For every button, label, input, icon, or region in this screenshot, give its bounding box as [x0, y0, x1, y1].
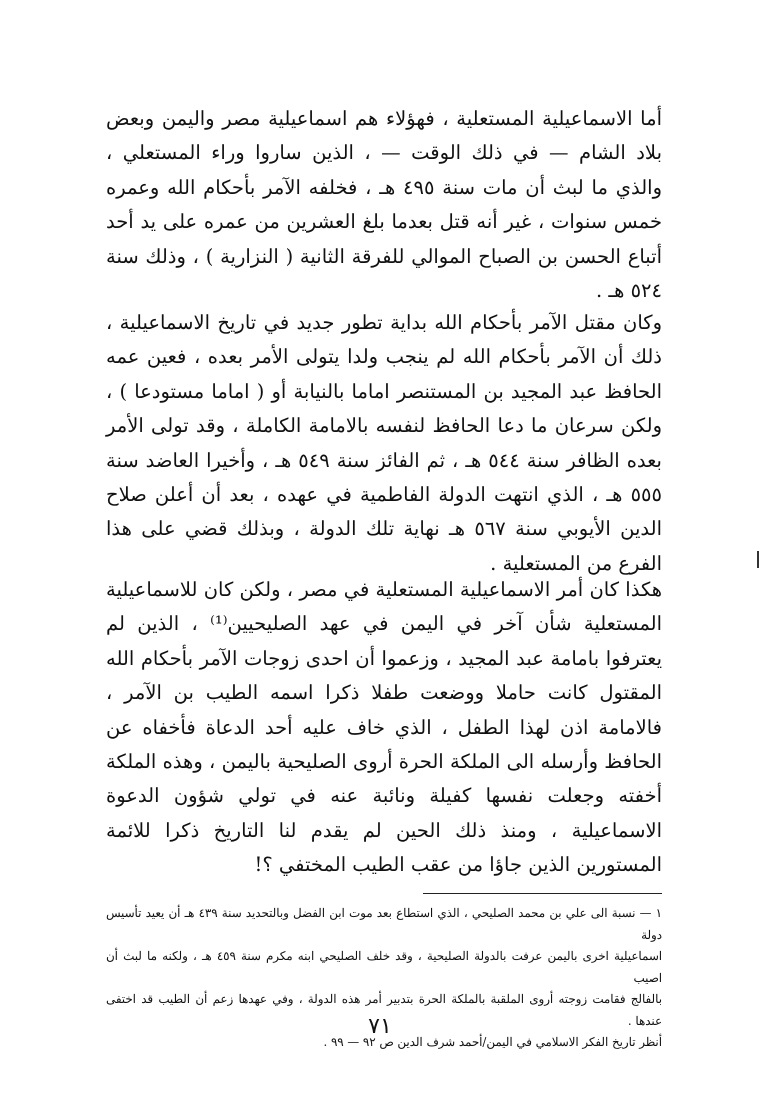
- paragraph-1: أما الاسماعيلية المستعلية ، فهؤلاء هم اسماعيلية مصر واليمن وبعض بلاد الشام — في ذلك الوقت — ، الذين ساروا وراء المستعلي ، والذي ما لبث أن مات سنة ٤٩٥ هـ ، فخلفه الآمر بأحكام الله وعمره خمس سنوات ، غير أنه قتل بعدما بلغ العشرين من عمره على يد أحد أتباع الحسن بن الصباح الموالي للفرقة الثانية ( النزارية ) ، وذلك سنة ٥٢٤ هـ .: [106, 107, 662, 303]
- footnote-line-4: أنظر تاريخ الفكر الاسلامي في اليمن/أحمد شرف الدين ص ٩٢ — ٩٩ .: [323, 1035, 662, 1049]
- footnote-separator: [423, 893, 662, 894]
- paragraph-2: وكان مقتل الآمر بأحكام الله بداية تطور جديد في تاريخ الاسماعيلية ، ذلك أن الآمر بأحكام الله لم ينجب ولدا يتولى الأمر بعده ، فعين عمه الحافظ عبد المجيد بن المستنصر اماما بالنيابة أو ( اماما مستودعا ) ، ولكن سرعان ما دعا الحافظ لنفسه بالامامة الكاملة ، وقد تولى الأمر بعده الظافر سنة ٥٤٤ هـ ، ثم الفائز سنة ٥٤٩ هـ ، وأخيرا العاضد سنة ٥٥٥ هـ ، الذي انتهت الدولة الفاطمية في عهده ، بعد أن أعلن صلاح الدين الأيوبي سنة ٥٦٧ هـ نهاية تلك الدولة ، وبذلك قضي على هذا الفرع من المستعلية .: [106, 311, 663, 575]
- paragraph-3: هكذا كان أمر الاسماعيلية المستعلية في مصر ، ولكن كان للاسماعيلية المستعلية شأن آخر في اليمن في عهد الصليحيين⁽¹⁾ ، الذين لم يعترفوا بامامة عبد المجيد ، وزعموا أن احدى زوجات الآمر بأحكام الله المقتول كانت حاملا ووضعت طفلا ذكرا اسمه الطيب بن الآمر ، فالامامة اذن لهذا الطفل ، الذي خاف عليه أحد الدعاة فأخفاه عن الحافظ وأرسله الى الملكة الحرة أروى الصليحية باليمن ، وهذه الملكة أخفته وجعلت نفسها كفيلة ونائبة عنه في تولي شؤون الدعوة الاسماعيلية ، ومنذ ذلك الحين لم يقدم لنا التاريخ ذكرا للائمة المستورين الذين جاؤا من عقب الطيب المختفي ؟!: [106, 578, 662, 877]
- footnote-line-1: ١ — نسبة الى علي بن محمد الصليحي ، الذي استطاع بعد موت ابن الفضل وبالتحديد سنة ٤٣٩ هـ أن يعيد تأسيس دولة: [106, 906, 662, 942]
- footnote-line-2: اسماعيلية اخرى باليمن عرفت بالدولة الصليحية ، وقد خلف الصليحي ابنه مكرم سنة ٤٥٩ هـ ، ولكنه ما لبث أن اصيب: [106, 949, 662, 985]
- page-number: ٧١: [368, 1014, 392, 1039]
- footnote-line-3: بالفالج فقامت زوجته أروى الملقبة بالملكة الحرة بتدبير أمر هذه الدولة ، وفي عهدها زعم أن الطيب قد اختفى عندها .: [106, 992, 662, 1028]
